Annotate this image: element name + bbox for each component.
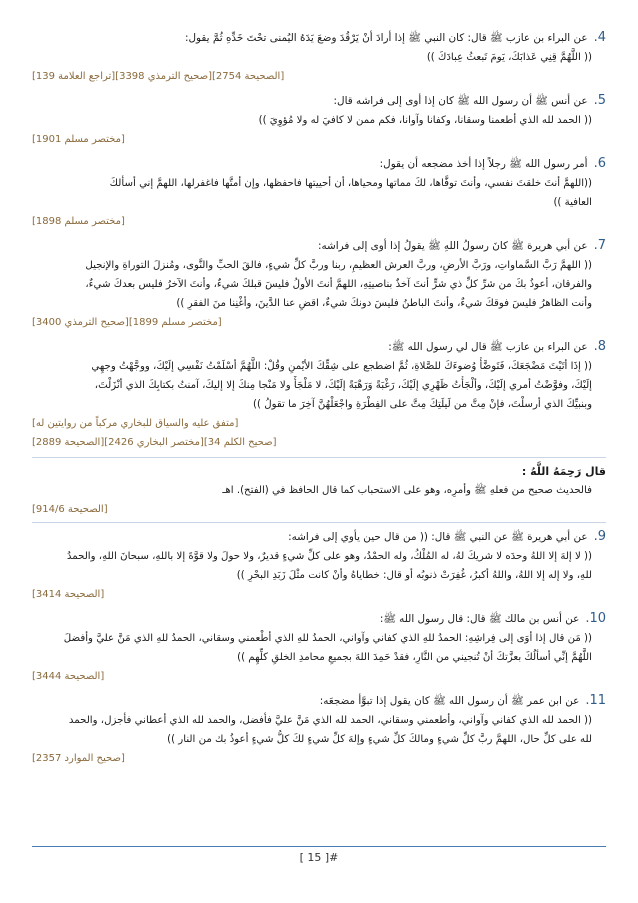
entry-intro: عن أبي هريرة ﷺ كانَ رسولُ اللهِ ﷺ يقولُ إذا أوى إلى فراشه:	[317, 240, 588, 252]
source-reference: [مختصر مسلم 1899][صحيح الترمذي 3400]	[32, 317, 222, 328]
hadith-entry	[32, 337, 606, 452]
entry-intro-line	[32, 691, 606, 711]
hadith-entry	[32, 154, 606, 231]
source-reference: [الصحيحة 3444]	[32, 671, 105, 682]
page-footer	[32, 846, 606, 864]
entry-number: 7.	[593, 238, 606, 253]
supplication-line: (( اللَّهُمَّ قِنِي عَذابَكَ، يَومَ تَبعثُ عِبادَكَ ))	[426, 52, 592, 63]
entry-intro-line	[32, 236, 606, 256]
source-reference: [الصحيحة 2754][صحيح الترمذي 3398][تراجع العلامة 139]	[32, 71, 285, 82]
entry-intro-line	[32, 154, 606, 174]
note-reference: [الصحيحة 914/6]	[32, 504, 108, 515]
supplication-line: (( الحمد لله الذي كفاني وآواني، وأطعمني وسقاني، الحمد لله الذي مَنَّ عليَّ فأفضل، والحمد لله الذي أعطاني فأجزل، والحمد	[68, 715, 592, 726]
entry-intro: عن أنس بن مالك ﷺ قال: قال رسول الله ﷺ:	[379, 613, 580, 625]
note-block	[32, 462, 606, 519]
hadith-entry	[32, 28, 606, 86]
footer-rule	[32, 846, 606, 847]
hadith-entry	[32, 236, 606, 332]
entry-intro: عن البراء بن عازب ﷺ قال لي رسول الله ﷺ:	[388, 341, 588, 353]
separator	[32, 457, 606, 458]
supplication-line: (( لا إلهَ إلا اللهُ وحدَه لا شريكَ لهُ، له المُلْكُ، وله الحمْدُ، وهو على كلِّ شيءٍ قديرٌ، ولا حولَ ولا قوَّةَ إلا باللهِ، سبحانَ اللهِ، والحمدُ	[66, 551, 592, 562]
note-body: فالحديث صحيح من فعلهِ ﷺ وأمرِه، وهو على الاستحباب كما قال الحافظ في (الفتح). اهـ	[222, 485, 592, 496]
note-heading: قال رَحِمَهُ اللَّهُ :	[521, 465, 606, 478]
supplication-line: والفرقان، أعوذُ بكَ من شرِّ كلِّ ذي شرٍّ أنتَ آخذٌ بناصيتِهِ، اللهمَّ أنتَ الأولُ فليسَ قبلكَ شيءٌ، وأنتَ الآخرُ فليس بعدكَ شيءٌ،	[85, 279, 592, 290]
entries-list-2	[32, 527, 606, 768]
source-reference: [مختصر مسلم 1901]	[32, 134, 125, 145]
entry-intro: عن أنس ﷺ أن رسول الله ﷺ كان إذا أوى إلى فراشه قال:	[333, 95, 588, 107]
entry-intro-line	[32, 609, 606, 629]
supplication-line: العافية ))	[553, 197, 592, 208]
entry-intro: أمر رسول الله ﷺ رجلاً إذا أخذ مضجعه أن يقول:	[379, 158, 588, 170]
supplication-line: (( إذَا أتَيْتَ مَضْجَعَكَ، فَتَوضَّأْ وُضوءَكَ للصَّلاةِ، ثُمَّ اضطجع على شِقِّكَ الأيْمنِ وقُلْ: اللَّهُمَّ أسْلَمْتُ نَفْسِي إلَيْكَ، ووجَّهْتُ وجهِي	[91, 361, 592, 372]
hadith-entry	[32, 691, 606, 768]
supplication-line: وبنبيِّكَ الذي أرسلْتَ، فإنْ مِتَّ من لَيلَتِكَ مِتَّ على الفِطْرَةِ واجْعَلْهُنَّ آخِرَ ما تقولُ ))	[253, 399, 592, 410]
supplication-line: (( الحمد لله الذي أطعمنا وسقانا، وكفانا وآوانا، فكم ممن لا كافيَ له ولا مُؤوِيَ ))	[258, 115, 592, 126]
entry-number: 11.	[585, 693, 606, 708]
entry-number: 4.	[593, 30, 606, 45]
entry-number: 5.	[593, 93, 606, 108]
entry-number: 9.	[593, 529, 606, 544]
supplication-line: للهِ، ولا إله إلا اللهُ، واللهُ أكبرُ، غُفِرَتْ ذنوبُه أو قال: خطاياهُ وأنْ كانت مثْلَ زَبَدِ البحْرِ ))	[236, 570, 592, 581]
entries-list	[32, 28, 606, 452]
hadith-entry	[32, 527, 606, 604]
entry-intro-line	[32, 527, 606, 547]
entry-number: 6.	[593, 156, 606, 171]
supplication-line: ((اللهمَّ أنتَ خلقتَ نفسي، وأنتَ توفَّاها، لكَ مماتها ومحياها، أن أحييتها فاحفظها، وإن أمتَّها فاغفرلها، اللهمَّ إني أسألكَ	[109, 178, 592, 189]
supplication-line: (( اللهمَّ رَبَّ السَّماواتِ، ورَبَّ الأرضِ، وربَّ العرش العظيمِ، ربنا وربَّ كلِّ شيءٍ، فالقَ الحبِّ والنَّوى، ومُنزلَ التوراةِ والإنجيل	[85, 260, 592, 271]
hadith-entry	[32, 609, 606, 686]
entry-number: 10.	[585, 611, 606, 626]
entry-intro-line	[32, 91, 606, 111]
entry-intro: عن البراء بن عازب ﷺ قال: كان النبي ﷺ إذا أرادَ أنْ يَرْقُدَ وضعَ يَدَهُ اليُمنى تحْتَ خَدِّهِ ثُمَّ يقول:	[185, 32, 588, 44]
entry-intro-line	[32, 337, 606, 357]
entry-intro: عن ابن عمر ﷺ أن رسول الله ﷺ كان يقول إذا تبوَّأ مضجعَه:	[319, 695, 580, 707]
supplication-line: إلَيْكَ، وفوَّضْتُ أمري إلَيْكَ، وألْجَأْتُ ظَهْرِي إلَيْكَ، رَغْبَةً وَرَهْبَةً إلَيْكَ، لا مَلْجَأَ ولا مَنْجا مِنكَ إلا إليكَ، آمنتُ بكتابِكَ الذي أنْزَلْتَ،	[94, 380, 592, 391]
entry-intro: عن أبي هريرة ﷺ عن النبي ﷺ قال: (( من قال حين يأوي إلى فراشه:	[288, 531, 588, 543]
supplication-line: لله على كلِّ حال، اللهمَّ ربَّ كلِّ شيءٍ ومالكَ كلِّ شيءٍ وإلهَ كلِّ شيءٍ لكَ كلُّ شيءٍ أعوذُ بك من النار ))	[167, 734, 592, 745]
page-number: [ 15 ]#	[299, 851, 339, 864]
source-reference: [صحيح الموارد 2357]	[32, 753, 125, 764]
supplication-line: اللَّهُمَّ إنِّي أسألُكَ بعزَّتكَ أنْ تُنجيني من النَّارِ، فقدْ حَمِدَ اللهَ بجميعِ محامدِ الخلقِ كلِّهِم ))	[237, 652, 592, 663]
entry-number: 8.	[593, 339, 606, 354]
source-reference: [الصحيحة 3414]	[32, 589, 105, 600]
source-reference: [صحيح الكلم 34][مختصر البخاري 2426][الصحيحة 2889]	[32, 437, 277, 448]
separator	[32, 522, 606, 523]
source-reference: [مختصر مسلم 1898]	[32, 216, 125, 227]
supplication-line: وأنت الظاهرُ فليسَ فوقكَ شيءٌ، وأنتَ الباطنُ فليسَ دونكَ شيءٌ، اقضِ عنا الدَّينَ، وأغْنِنا منَ الفقرِ ))	[176, 298, 592, 309]
entry-intro-line	[32, 28, 606, 48]
source-reference: [متفق عليه والسياق للبخاري مركباً من روايتين له]	[32, 418, 239, 429]
supplication-line: (( مَن قال إذا أوَى إلى فِراشِهِ: الحمدُ للهِ الذي كفاني وآواني، الحمدُ للهِ الذي أطْعمني وسقاني، الحمدُ للهِ الذي مَنَّ عليَّ وأفضلَ	[63, 633, 592, 644]
hadith-entry	[32, 91, 606, 149]
